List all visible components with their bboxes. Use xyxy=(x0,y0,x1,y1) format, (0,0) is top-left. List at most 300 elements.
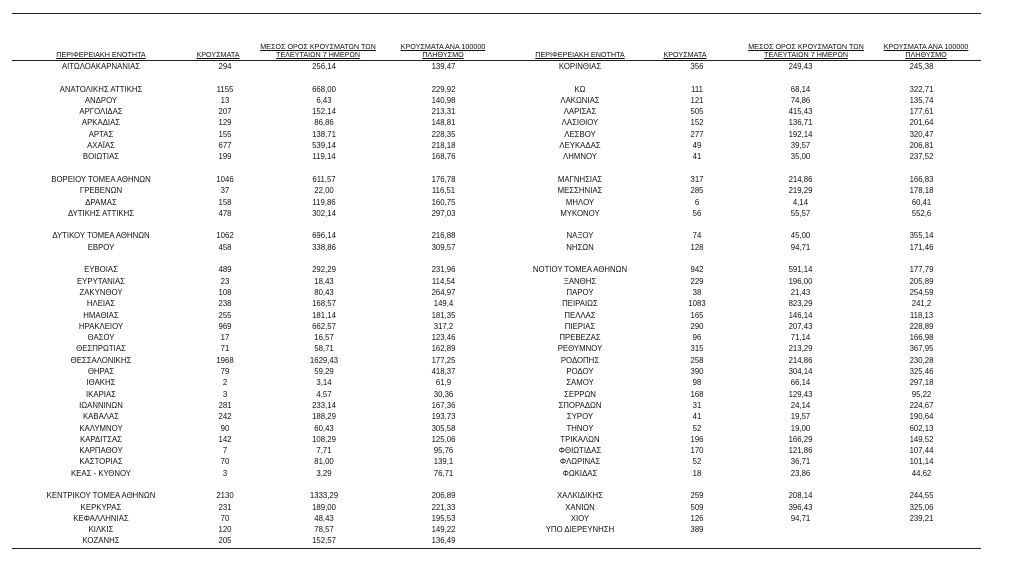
header-per100k-right: ΚΡΟΥΣΜΑΤΑ ΑΝΑ 100000 ΠΛΗΘΥΣΜΟ xyxy=(883,42,969,59)
cases-cell: 505 xyxy=(690,107,704,117)
region-cell: ΕΥΒΟΙΑΣ xyxy=(84,265,118,275)
cases-cell: 489 xyxy=(218,265,232,275)
region-cell xyxy=(12,479,190,490)
cases-cell: 49 xyxy=(692,141,702,151)
per100k-cell: 552,6 xyxy=(911,208,932,218)
avg7-cell: 214,86 xyxy=(788,355,813,365)
per100k-cell: 149,4 xyxy=(433,299,454,309)
avg7-cell: 256,14 xyxy=(312,62,336,71)
table-row xyxy=(505,163,981,174)
cases-cell: 71 xyxy=(220,344,230,354)
cases-cell: 255 xyxy=(218,310,232,320)
region-cell: ΤΗΝΟΥ xyxy=(566,423,594,433)
table-row xyxy=(505,242,981,253)
per100k-cell: 135,74 xyxy=(909,95,934,105)
table-row xyxy=(505,445,981,456)
cases-cell xyxy=(655,253,739,264)
per100k-cell: 136,49 xyxy=(431,536,456,546)
avg7-cell: 539,14 xyxy=(312,141,336,151)
cases-cell: 17 xyxy=(220,333,230,343)
region-cell: ΤΡΙΚΑΛΩΝ xyxy=(560,434,600,444)
avg7-cell: 591,14 xyxy=(788,265,813,275)
per100k-cell: 61,9 xyxy=(435,378,452,388)
avg7-cell: 152,57 xyxy=(312,536,336,546)
per100k-cell: 201,64 xyxy=(909,118,934,128)
region-cell: ΘΕΣΠΡΩΤΙΑΣ xyxy=(76,344,126,354)
avg7-cell: 233,14 xyxy=(312,400,336,410)
cases-cell: 317 xyxy=(690,174,704,184)
cases-cell: 1968 xyxy=(216,355,234,365)
header-avg7-left: ΜΕΣΟΣ ΟΡΟΣ ΚΡΟΥΣΜΑΤΩΝ ΤΩΝ ΤΕΛΕΥΤΑΙΩΝ 7 ΗΜΕΡΩΝ xyxy=(260,42,376,59)
avg7-cell: 80,43 xyxy=(314,287,334,297)
region-cell: ΠΙΕΡΙΑΣ xyxy=(564,321,596,331)
cases-cell: 6 xyxy=(694,197,700,207)
avg7-cell: 55,57 xyxy=(790,208,811,218)
table-row xyxy=(12,208,499,219)
cases-cell xyxy=(190,163,260,174)
cases-cell: 90 xyxy=(220,423,230,433)
cases-cell: 2 xyxy=(222,378,228,388)
avg7-cell: 138,71 xyxy=(312,129,336,139)
per100k-cell: 325,06 xyxy=(909,502,934,512)
avg7-cell: 21,43 xyxy=(790,287,811,297)
avg7-cell: 166,29 xyxy=(788,434,813,444)
per100k-cell xyxy=(388,72,499,83)
table-row xyxy=(505,411,981,422)
table-row xyxy=(505,400,981,411)
table-row xyxy=(12,287,499,298)
avg7-cell: 6,43 xyxy=(316,95,332,105)
table-row xyxy=(12,389,499,400)
cases-cell xyxy=(655,219,739,230)
cases-cell: 41 xyxy=(692,152,702,162)
table-row xyxy=(505,468,981,479)
table-row xyxy=(505,174,981,185)
per100k-cell: 140,98 xyxy=(431,95,456,105)
region-cell: ΞΑΝΘΗΣ xyxy=(563,276,597,286)
region-cell: ΘΕΣΣΑΛΟΝΙΚΗΣ xyxy=(70,355,132,365)
region-cell: ΦΛΩΡΙΝΑΣ xyxy=(559,457,601,467)
table-row xyxy=(505,129,981,140)
cases-cell: 170 xyxy=(690,446,704,456)
cases-table-right xyxy=(505,61,981,535)
region-cell: ΗΜΑΘΙΑΣ xyxy=(83,310,119,320)
table-row xyxy=(12,434,499,445)
table-row xyxy=(505,298,981,309)
cases-cell: 478 xyxy=(218,208,232,218)
per100k-cell: 230,28 xyxy=(909,355,934,365)
region-cell xyxy=(12,163,190,174)
cases-cell: 285 xyxy=(690,186,704,196)
table-row xyxy=(505,355,981,366)
region-cell: ΖΑΚΥΝΘΟΥ xyxy=(79,287,123,297)
region-cell: ΚΑΡΔΙΤΣΑΣ xyxy=(80,434,122,444)
table-row xyxy=(12,456,499,467)
avg7-cell: 59,29 xyxy=(314,367,334,377)
region-cell: ΛΑΣΙΘΙΟΥ xyxy=(561,118,599,128)
table-row xyxy=(12,321,499,332)
region-cell: ΜΗΛΟΥ xyxy=(565,197,595,207)
cases-cell: 242 xyxy=(218,412,232,422)
table-row xyxy=(505,208,981,219)
cases-cell: 128 xyxy=(690,242,704,252)
avg7-cell: 338,86 xyxy=(312,242,336,252)
region-cell xyxy=(12,72,190,83)
table-row xyxy=(12,197,499,208)
per100k-cell: 237,52 xyxy=(909,152,934,162)
region-cell: ΜΕΣΣΗΝΙΑΣ xyxy=(557,186,603,196)
per100k-cell xyxy=(862,524,981,535)
avg7-cell: 219,29 xyxy=(788,186,813,196)
region-cell: ΣΑΜΟΥ xyxy=(566,378,594,388)
cases-cell: 108 xyxy=(218,287,232,297)
per100k-cell: 229,92 xyxy=(431,84,456,94)
table-row xyxy=(505,230,981,241)
per100k-cell: 297,03 xyxy=(431,208,456,218)
per100k-cell: 218,18 xyxy=(431,141,456,151)
table-row xyxy=(505,185,981,196)
avg7-cell: 189,00 xyxy=(312,502,336,512)
avg7-cell: 662,57 xyxy=(312,321,336,331)
cases-cell: 458 xyxy=(218,242,232,252)
region-cell: ΛΕΥΚΑΔΑΣ xyxy=(559,141,601,151)
avg7-cell: 1629,43 xyxy=(309,355,339,365)
per100k-cell: 177,25 xyxy=(431,355,456,365)
per100k-cell: 166,98 xyxy=(909,333,934,343)
table-row xyxy=(505,434,981,445)
table-row xyxy=(12,343,499,354)
avg7-cell: 19,00 xyxy=(790,423,811,433)
per100k-cell: 44,62 xyxy=(911,468,932,478)
region-cell: ΠΡΕΒΕΖΑΣ xyxy=(559,333,601,343)
cases-cell: 168 xyxy=(690,389,704,399)
per100k-cell: 206,81 xyxy=(909,141,934,151)
region-cell: ΥΠΟ ΔΙΕΡΕΥΝΗΣΗ xyxy=(545,525,615,535)
avg7-cell: 207,43 xyxy=(788,321,813,331)
avg7-cell: 48,43 xyxy=(314,513,334,523)
cases-cell: 969 xyxy=(218,321,232,331)
table-row xyxy=(12,468,499,479)
table-row xyxy=(12,423,499,434)
region-cell: ΘΗΡΑΣ xyxy=(87,367,115,377)
cases-cell: 74 xyxy=(692,231,702,241)
table-row xyxy=(12,72,499,83)
per100k-cell: 139,47 xyxy=(431,62,456,71)
avg7-cell: 81,00 xyxy=(314,457,334,467)
region-cell: ΣΠΟΡΑΔΩΝ xyxy=(558,400,602,410)
table-row xyxy=(12,502,499,513)
cases-cell: 677 xyxy=(218,141,232,151)
per100k-cell: 244,55 xyxy=(909,491,934,501)
cases-cell: 52 xyxy=(692,423,702,433)
per100k-cell: 181,35 xyxy=(431,310,456,320)
table-row xyxy=(505,117,981,128)
region-cell: ΛΗΜΝΟΥ xyxy=(563,152,597,162)
table-row xyxy=(12,95,499,106)
avg7-cell: 192,14 xyxy=(788,129,813,139)
per100k-cell: 167,36 xyxy=(431,400,456,410)
cases-cell: 207 xyxy=(218,107,232,117)
cases-cell: 18 xyxy=(692,468,702,478)
per100k-cell: 231,96 xyxy=(431,265,456,275)
avg7-cell: 24,14 xyxy=(790,400,811,410)
region-cell: ΡΕΘΥΜΝΟΥ xyxy=(557,344,603,354)
cases-cell xyxy=(655,479,739,490)
region-cell: ΚΟΖΑΝΗΣ xyxy=(82,536,120,546)
table-row xyxy=(12,106,499,117)
cases-cell: 199 xyxy=(218,152,232,162)
table-row xyxy=(505,253,981,264)
table-row xyxy=(505,84,981,95)
region-cell: ΒΟΡΕΙΟΥ ΤΟΜΕΑ ΑΘΗΝΩΝ xyxy=(51,174,151,184)
cases-cell: 942 xyxy=(690,265,704,275)
table-row xyxy=(12,264,499,275)
cases-cell xyxy=(190,72,260,83)
region-cell: ΙΚΑΡΙΑΣ xyxy=(86,389,116,399)
region-cell: ΑΝΑΤΟΛΙΚΗΣ ΑΤΤΙΚΗΣ xyxy=(59,84,143,94)
avg7-cell xyxy=(739,72,862,83)
region-cell: ΑΙΤΩΛΟΑΚΑΡΝΑΝΙΑΣ xyxy=(61,62,141,71)
region-cell: ΚΟΡΙΝΘΙΑΣ xyxy=(558,62,602,71)
cases-cell: 96 xyxy=(692,333,702,343)
table-row xyxy=(505,151,981,162)
table-row xyxy=(12,129,499,140)
per100k-cell: 123,46 xyxy=(431,333,456,343)
region-cell: ΒΟΙΩΤΙΑΣ xyxy=(82,152,120,162)
region-cell: ΧΑΝΙΩΝ xyxy=(565,502,595,512)
region-cell: ΦΘΙΩΤΙΔΑΣ xyxy=(558,446,602,456)
cases-cell: 229 xyxy=(690,276,704,286)
avg7-cell: 4,57 xyxy=(316,389,332,399)
per100k-cell: 297,18 xyxy=(909,378,934,388)
table-row xyxy=(505,264,981,275)
region-cell: ΛΑΡΙΣΑΣ xyxy=(563,107,597,117)
cases-cell: 231 xyxy=(218,502,232,512)
per100k-cell xyxy=(388,479,499,490)
table-row xyxy=(12,400,499,411)
avg7-cell: 823,29 xyxy=(788,299,813,309)
per100k-cell: 118,13 xyxy=(909,310,934,320)
cases-cell: 294 xyxy=(218,62,232,71)
region-cell: ΚΕΝΤΡΙΚΟΥ ΤΟΜΕΑ ΑΘΗΝΩΝ xyxy=(46,491,156,501)
per100k-cell: 149,52 xyxy=(909,434,934,444)
table-row xyxy=(12,163,499,174)
avg7-cell: 213,29 xyxy=(788,344,813,354)
per100k-cell xyxy=(862,219,981,230)
region-cell: ΚΑΛΥΜΝΟΥ xyxy=(79,423,123,433)
region-cell: ΔΥΤΙΚΟΥ ΤΟΜΕΑ ΑΘΗΝΩΝ xyxy=(52,231,150,241)
table-row xyxy=(505,377,981,388)
cases-cell: 509 xyxy=(690,502,704,512)
per100k-cell: 101,14 xyxy=(909,457,934,467)
per100k-cell: 325,46 xyxy=(909,367,934,377)
region-cell: ΗΡΑΚΛΕΙΟΥ xyxy=(78,321,124,331)
table-row xyxy=(12,253,499,264)
per100k-cell: 206,89 xyxy=(431,491,456,501)
avg7-cell xyxy=(739,219,862,230)
avg7-cell xyxy=(260,72,388,83)
avg7-cell: 58,71 xyxy=(314,344,334,354)
per100k-cell: 221,33 xyxy=(431,502,456,512)
avg7-cell xyxy=(260,219,388,230)
region-cell: ΠΕΛΛΑΣ xyxy=(564,310,596,320)
cases-table-left xyxy=(12,61,499,547)
avg7-cell: 39,57 xyxy=(790,141,811,151)
region-cell: ΠΕΙΡΑΙΩΣ xyxy=(562,299,598,309)
table-row xyxy=(505,366,981,377)
cases-cell: 165 xyxy=(690,310,704,320)
cases-cell: 3 xyxy=(222,389,228,399)
cases-cell: 70 xyxy=(220,457,230,467)
region-cell: ΚΩ xyxy=(574,84,586,94)
region-cell: ΑΡΓΟΛΙΔΑΣ xyxy=(79,107,123,117)
region-cell: ΝΑΞΟΥ xyxy=(566,231,594,241)
table-row xyxy=(12,61,499,72)
per100k-cell: 76,71 xyxy=(433,468,454,478)
avg7-cell: 152,14 xyxy=(312,107,336,117)
avg7-cell: 119,86 xyxy=(312,197,336,207)
cases-cell: 1062 xyxy=(216,231,234,241)
per100k-cell: 125,06 xyxy=(431,434,456,444)
avg7-cell: 292,29 xyxy=(312,265,336,275)
table-row xyxy=(505,423,981,434)
per100k-cell: 166,83 xyxy=(909,174,934,184)
avg7-cell xyxy=(739,524,862,535)
avg7-cell: 66,14 xyxy=(790,378,811,388)
cases-cell xyxy=(190,479,260,490)
region-cell xyxy=(12,253,190,264)
per100k-cell: 322,71 xyxy=(909,84,934,94)
per100k-cell: 216,88 xyxy=(431,231,456,241)
per100k-cell: 116,51 xyxy=(431,186,456,196)
cases-cell: 121 xyxy=(690,95,704,105)
cases-cell: 70 xyxy=(220,513,230,523)
table-row xyxy=(12,276,499,287)
per100k-cell: 176,78 xyxy=(431,174,456,184)
cases-cell: 142 xyxy=(218,434,232,444)
table-row xyxy=(12,411,499,422)
avg7-cell: 121,86 xyxy=(788,446,813,456)
cases-cell xyxy=(655,163,739,174)
avg7-cell: 119,14 xyxy=(312,152,336,162)
region-cell: ΑΡΤΑΣ xyxy=(88,129,114,139)
table-row xyxy=(12,377,499,388)
cases-cell xyxy=(655,72,739,83)
cases-cell: 41 xyxy=(692,412,702,422)
cases-cell: 1046 xyxy=(216,174,234,184)
region-cell: ΔΥΤΙΚΗΣ ΑΤΤΙΚΗΣ xyxy=(67,208,135,218)
per100k-cell: 205,89 xyxy=(909,276,934,286)
table-row xyxy=(505,140,981,151)
cases-cell: 56 xyxy=(692,208,702,218)
per100k-cell: 107,44 xyxy=(909,446,934,456)
per100k-cell: 224,67 xyxy=(909,400,934,410)
avg7-cell: 129,43 xyxy=(788,389,813,399)
avg7-cell: 208,14 xyxy=(788,491,813,501)
cases-cell: 38 xyxy=(692,287,702,297)
avg7-cell: 302,14 xyxy=(312,208,336,218)
cases-cell: 290 xyxy=(690,321,704,331)
region-cell: ΓΡΕΒΕΝΩΝ xyxy=(79,186,123,196)
avg7-cell: 35,00 xyxy=(790,152,811,162)
per100k-cell: 317,2 xyxy=(433,321,454,331)
per100k-cell: 228,35 xyxy=(431,129,456,139)
per100k-cell: 95,22 xyxy=(911,389,932,399)
table-row xyxy=(505,389,981,400)
avg7-cell: 78,57 xyxy=(314,525,334,535)
avg7-cell: 136,71 xyxy=(788,118,813,128)
avg7-cell xyxy=(739,253,862,264)
table-row xyxy=(505,72,981,83)
region-cell: ΛΑΚΩΝΙΑΣ xyxy=(560,95,600,105)
table-row xyxy=(505,513,981,524)
header-per100k-left: ΚΡΟΥΣΜΑΤΑ ΑΝΑ 100000 ΠΛΗΘΥΣΜΟ xyxy=(400,42,486,59)
table-row xyxy=(12,445,499,456)
table-row xyxy=(505,456,981,467)
avg7-cell: 146,14 xyxy=(788,310,813,320)
avg7-cell: 4,14 xyxy=(792,197,809,207)
region-cell xyxy=(12,219,190,230)
per100k-cell: 149,22 xyxy=(431,525,456,535)
table-row xyxy=(12,513,499,524)
region-cell xyxy=(505,219,655,230)
per100k-cell: 239,21 xyxy=(909,513,934,523)
top-rule xyxy=(12,13,981,14)
cases-cell: 79 xyxy=(220,367,230,377)
per100k-cell xyxy=(862,72,981,83)
table-row xyxy=(12,219,499,230)
region-cell: ΑΝΔΡΟΥ xyxy=(84,95,118,105)
per100k-cell: 254,59 xyxy=(909,287,934,297)
table-row xyxy=(505,106,981,117)
table-row xyxy=(505,287,981,298)
region-cell: ΔΡΑΜΑΣ xyxy=(85,197,117,207)
cases-cell: 111 xyxy=(691,84,703,94)
per100k-cell: 177,61 xyxy=(909,107,934,117)
table-row xyxy=(505,490,981,501)
per100k-cell xyxy=(862,163,981,174)
table-row xyxy=(12,230,499,241)
region-cell: ΚΕΑΣ - ΚΥΘΝΟΥ xyxy=(70,468,132,478)
header-avg7-right: ΜΕΣΟΣ ΟΡΟΣ ΚΡΟΥΣΜΑΤΩΝ ΤΩΝ ΤΕΛΕΥΤΑΙΩΝ 7 ΗΜΕΡΩΝ xyxy=(748,42,864,59)
avg7-cell: 1333,29 xyxy=(309,491,339,501)
per100k-cell: 213,31 xyxy=(431,107,456,117)
cases-cell: 126 xyxy=(690,513,704,523)
table-row xyxy=(505,197,981,208)
per100k-cell: 355,14 xyxy=(909,231,934,241)
per100k-cell xyxy=(862,253,981,264)
avg7-cell: 668,00 xyxy=(312,84,336,94)
avg7-cell: 7,71 xyxy=(316,446,332,456)
cases-cell: 315 xyxy=(690,344,704,354)
avg7-cell: 415,43 xyxy=(788,107,813,117)
header-cases-left: ΚΡΟΥΣΜΑΤΑ xyxy=(196,50,240,59)
per100k-cell: 148,81 xyxy=(431,118,456,128)
avg7-cell xyxy=(739,479,862,490)
cases-cell: 196 xyxy=(690,434,704,444)
avg7-cell: 396,43 xyxy=(788,502,813,512)
cases-cell: 52 xyxy=(692,457,702,467)
region-cell: ΧΙΟΥ xyxy=(570,513,590,523)
avg7-cell: 196,00 xyxy=(788,276,813,286)
table-row xyxy=(12,242,499,253)
cases-cell: 205 xyxy=(218,536,232,546)
table-row xyxy=(505,310,981,321)
table-row xyxy=(12,140,499,151)
cases-cell: 1155 xyxy=(216,84,234,94)
region-cell: ΑΡΚΑΔΙΑΣ xyxy=(81,118,121,128)
per100k-cell: 60,41 xyxy=(911,197,932,207)
